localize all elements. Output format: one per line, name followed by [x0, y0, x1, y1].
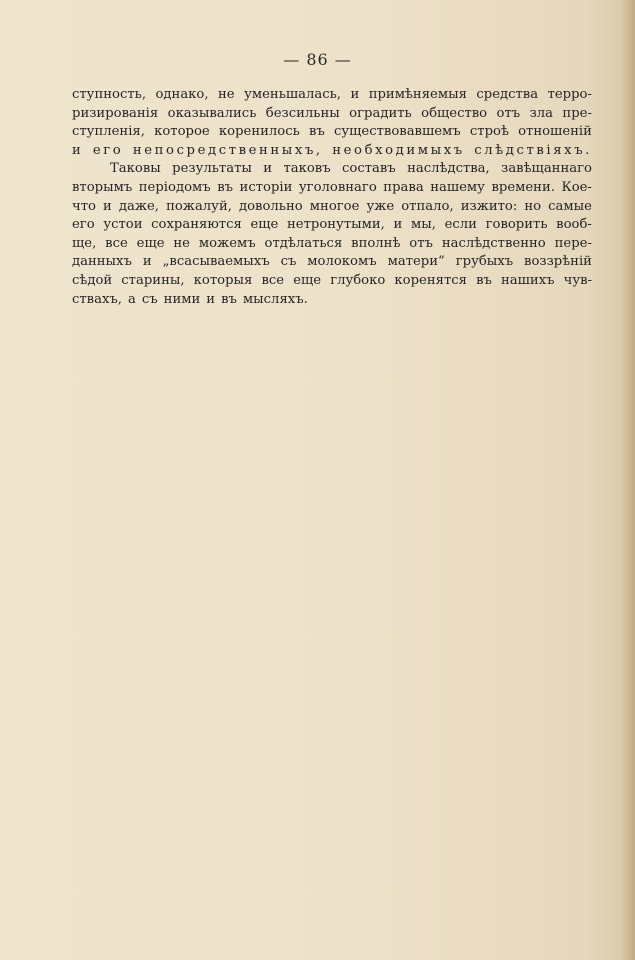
word: и [72, 142, 84, 158]
word: отъ [409, 235, 433, 251]
word: не [173, 235, 190, 251]
word: самые [548, 198, 592, 214]
word: ступность, [72, 87, 147, 102]
word: ще, [72, 235, 97, 251]
word: оградить [349, 105, 412, 121]
word: результаты [172, 161, 252, 177]
word: съ [141, 291, 158, 307]
word: пре- [562, 105, 592, 121]
text-line [72, 123, 592, 142]
text-line [72, 216, 592, 235]
word: уголовнаго [298, 179, 377, 195]
word: примѣняемыя [368, 87, 467, 102]
word: все [105, 235, 128, 251]
text-line [72, 86, 592, 105]
word: данныхъ [72, 254, 132, 270]
word: въ [221, 291, 237, 307]
word: средства [476, 87, 539, 102]
word: уменьшалась, [244, 87, 341, 102]
text-line [72, 142, 592, 161]
text-line [72, 235, 592, 254]
word: отдѣлаться [264, 235, 343, 251]
word: отъ [496, 105, 521, 121]
word: оказывались [167, 105, 257, 121]
word: въ [217, 179, 234, 195]
word: права [383, 179, 424, 195]
word: чув- [563, 272, 592, 288]
word: наслѣдственно [441, 235, 546, 251]
body-text [72, 86, 592, 309]
word: его [92, 142, 124, 158]
word: времени. [491, 179, 555, 195]
word: періодомъ [138, 179, 211, 195]
word: зла [529, 105, 554, 121]
word: общество [421, 105, 488, 121]
text-line [72, 198, 592, 217]
word: наслѣдства, [407, 161, 490, 177]
word: и [142, 254, 152, 270]
word: еще [250, 217, 279, 233]
word: нетронутыми, [287, 217, 385, 233]
word: устои [103, 217, 143, 233]
word: старины, [121, 272, 185, 288]
word: и [393, 217, 403, 233]
word: грубыхъ [455, 254, 514, 270]
word: можемъ [198, 235, 256, 251]
word: ступленія, [72, 124, 145, 140]
word: если [444, 217, 477, 233]
word: сѣдой [72, 272, 113, 288]
word: вполнѣ [351, 235, 401, 251]
word: нашему [430, 179, 485, 195]
page-number: — 86 — [283, 50, 352, 69]
text-line [72, 253, 592, 272]
word: пожалуй, [166, 198, 232, 214]
word: довольно [238, 198, 303, 214]
word: даже, [118, 198, 160, 214]
word: коренятся [394, 272, 467, 288]
word: таковъ [283, 161, 331, 177]
word: терро- [547, 87, 592, 102]
word: что [72, 198, 96, 214]
word: но [524, 198, 542, 214]
word: воззрѣній [524, 254, 592, 270]
word: ними [163, 291, 201, 307]
word: въ [476, 272, 492, 288]
word: „всасываемыхъ [162, 254, 270, 270]
word: его [72, 217, 95, 233]
word: съ [280, 254, 297, 270]
word: изжито: [460, 198, 518, 214]
word: вооб- [556, 217, 592, 233]
word: мы, [410, 217, 436, 233]
text-line [72, 160, 592, 179]
word: безсильны [265, 105, 340, 121]
word: и [206, 291, 216, 307]
word: слѣдствіяхъ. [474, 142, 592, 158]
word: еще [293, 272, 322, 288]
word: сохраняются [151, 217, 242, 233]
word: въ [309, 124, 325, 140]
word: ствахъ, [72, 291, 122, 307]
word: нашихъ [501, 272, 555, 288]
word: Кое- [561, 179, 592, 195]
word: многое [309, 198, 360, 214]
word: которое [154, 124, 210, 140]
word: и [350, 87, 360, 102]
word: говорить [485, 217, 548, 233]
word: необходимыхъ [332, 142, 465, 158]
word: коренилось [218, 124, 300, 140]
word: еще [136, 235, 165, 251]
word: отпало, [401, 198, 454, 214]
word: матери“ [387, 254, 445, 270]
word: исторіи [239, 179, 293, 195]
word: ризированія [72, 105, 159, 121]
text-line [72, 291, 592, 310]
word: не [218, 87, 235, 102]
text-line [72, 179, 592, 198]
word: молокомъ [307, 254, 377, 270]
word: существовавшемъ [334, 124, 461, 140]
text-line [72, 272, 592, 291]
word: однако, [155, 87, 209, 102]
word: которыя [193, 272, 253, 288]
word: вторымъ [72, 179, 133, 195]
word: пере- [554, 235, 592, 251]
word: завѣщаннаго [501, 161, 592, 177]
word: строѣ [469, 124, 509, 140]
word: отношеній [518, 124, 592, 140]
word: Таковы [110, 161, 161, 177]
word: а [128, 291, 136, 307]
word: все [261, 272, 285, 288]
word: и [103, 198, 112, 214]
word: глубоко [330, 272, 386, 288]
word: уже [366, 198, 395, 214]
text-line [72, 105, 592, 124]
word: непосредственныхъ, [132, 142, 323, 158]
word: и [263, 161, 273, 177]
word: составъ [342, 161, 396, 177]
page-edge-shadow [621, 0, 635, 960]
word: мысляхъ. [242, 291, 308, 307]
